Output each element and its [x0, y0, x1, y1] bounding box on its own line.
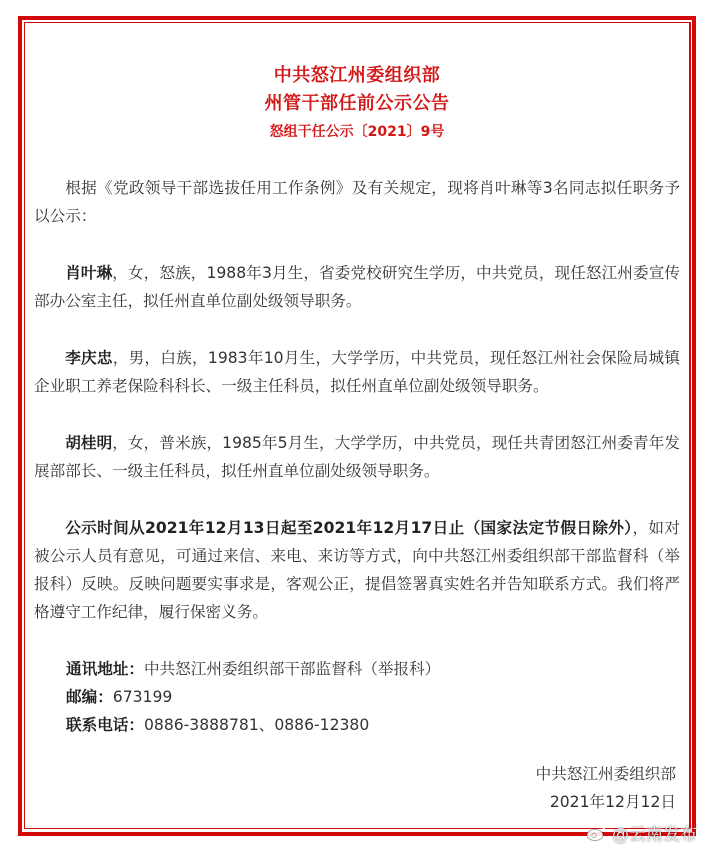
address-value: 中共怒江州委组织部干部监督科（举报科）: [143, 660, 441, 678]
intro-paragraph: 根据《党政领导干部选拔任用工作条例》及有关规定，现将肖叶琳等3名同志拟任职务予以公示：: [34, 179, 680, 225]
document-number: 怒组干任公示〔2021〕9号: [269, 124, 445, 140]
notice-period: 公示时间从2021年12月13日起至2021年12月17日止（国家法定节假日除外）: [65, 519, 633, 537]
phone-row: [66, 711, 680, 739]
phone-label: 联系电话：: [66, 716, 144, 734]
document-title: 州管干部任前公示公告: [264, 93, 450, 114]
candidate-details: ，女，怒族，1988年3月生，省委党校研究生学历，中共党员，现任怒江州委宣传部办公室主任，拟任州直单位副处级领导职务。: [34, 264, 680, 310]
issuer-title: 中共怒江州委组织部: [273, 65, 441, 86]
weibo-icon: [586, 824, 608, 842]
postcode-value: 673199: [112, 688, 173, 706]
address-row: [66, 655, 680, 683]
notice-instructions: ，如对被公示人员有意见，可通过来信、来电、来访等方式，向中共怒江州委组织部干部监督科（举报科）反映。反映问题要实事求是，客观公正，提倡签署真实姓名并告知联系方式。我们将严格遵守工作纪律，履行保密义务。: [34, 519, 680, 621]
signature-block: [536, 760, 676, 816]
postcode-row: [66, 683, 680, 711]
candidate-paragraph: [34, 259, 680, 315]
document-header: [34, 62, 680, 144]
signature-org: 中共怒江州委组织部: [535, 765, 676, 783]
candidate-details: ，男，白族，1983年10月生，大学学历，中共党员，现任怒江州社会保险局城镇企业职工养老保险科科长、一级主任科员，拟任州直单位副处级领导职务。: [34, 349, 680, 395]
candidate-name: 肖叶琳: [65, 264, 113, 282]
contact-info: [34, 655, 680, 739]
watermark-text: @云南发布: [612, 825, 697, 845]
phone-value: 0886-3888781、0886-12380: [143, 716, 370, 734]
address-label: 通讯地址：: [66, 660, 144, 678]
candidate-name: 李庆忠: [65, 349, 113, 367]
candidate-paragraph: [34, 429, 680, 485]
document-body: [34, 62, 680, 739]
postcode-label: 邮编：: [66, 688, 113, 706]
signature-date: 2021年12月12日: [549, 793, 676, 811]
notice-paragraph: [34, 514, 680, 626]
candidate-paragraph: [34, 344, 680, 400]
weibo-watermark: [586, 820, 697, 845]
candidate-name: 胡桂明: [65, 434, 113, 452]
candidate-details: ，女，普米族，1985年5月生，大学学历，中共党员，现任共青团怒江州委青年发展部部长、一级主任科员，拟任州直单位副处级领导职务。: [34, 434, 680, 480]
